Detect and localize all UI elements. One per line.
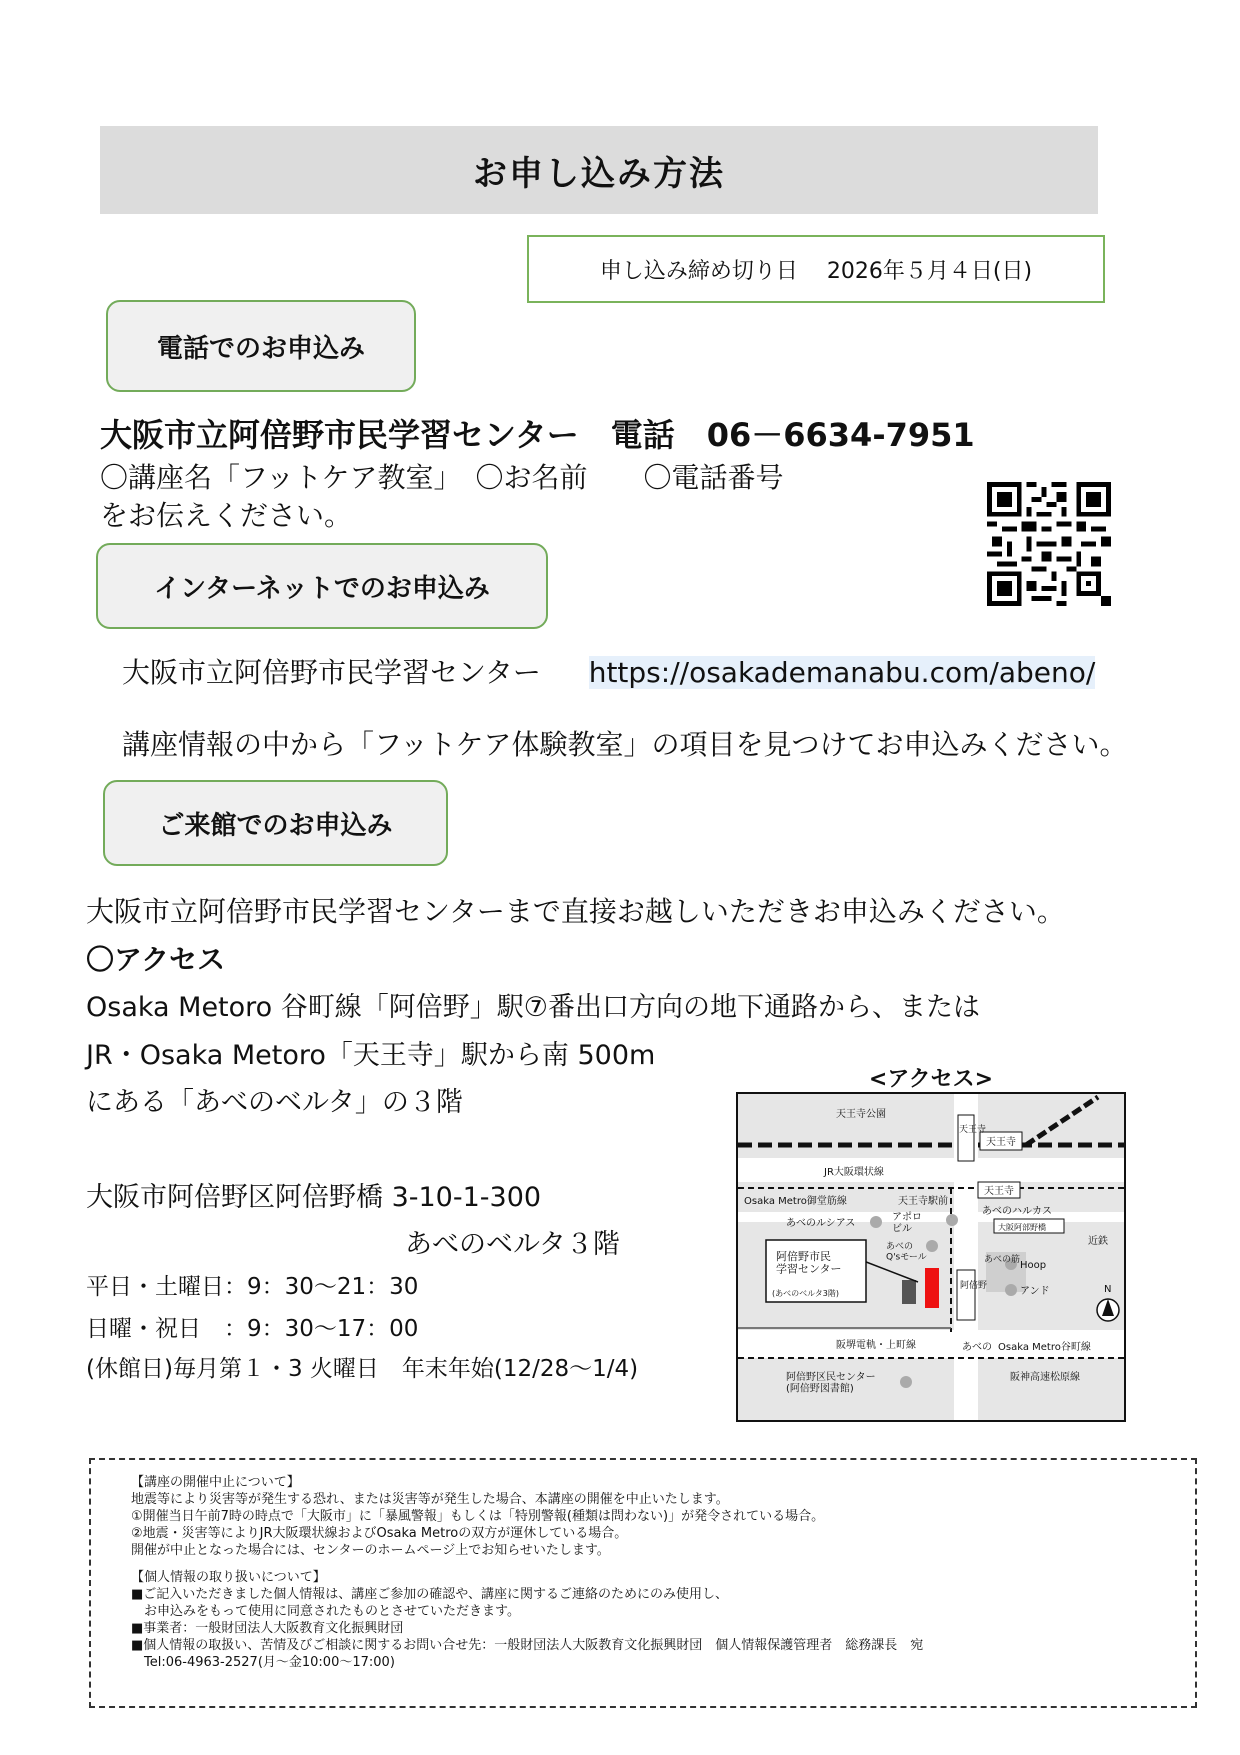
access-line-1: Osaka Metoro 谷町線「阿倍野」駅⑦番出口方向の地下通路から、または (86, 992, 980, 1023)
address-line-2: あべのベルタ３階 (405, 1229, 620, 1260)
map-label-lucias: あべのルシアス (786, 1218, 856, 1229)
map-label-harukas: あべのハルカス (982, 1206, 1052, 1217)
hours-weekday: 平日・土曜日：9：30～21：30 (86, 1274, 419, 1300)
access-line-2: JR・Osaka Metoro「天王寺」駅から南 500m (86, 1040, 656, 1071)
map-label-apollo: アポロビル (892, 1212, 922, 1235)
cancel-line: ②地震・災害等によりJR大阪環状線およびOsaka Metroの双方が運休している場合。 (131, 1526, 628, 1541)
phone-instruction: をお伝えください。 (100, 499, 353, 532)
cancel-line: 地震等により災害等が発生する恐れ、または災害等が発生した場合、本講座の開催を中止いたします。 (131, 1492, 729, 1507)
hours-holiday: 日曜・祝日 ：9：30～17：00 (86, 1316, 419, 1342)
map-label-library: 阿倍野区民センター(阿倍野図書館) (786, 1372, 876, 1395)
map-title: <アクセス> (868, 1067, 994, 1092)
internet-instruction: 講座情報の中から「フットケア体験教室」の項目を見つけてお申込みください。 (122, 728, 1128, 761)
privacy-line: ■ご記入いただきました個人情報は、講座ご参加の確認や、講座に関するご連絡のためにのみ使用し、 (131, 1587, 729, 1602)
map-label-abeno-bashi: 大阪阿部野橋 (998, 1223, 1046, 1232)
notice-box (89, 1458, 1197, 1708)
address-line-1: 大阪市阿倍野区阿倍野橋 3-10-1-300 (86, 1182, 542, 1213)
map-label-tennoji-vertical: 天王寺 (959, 1125, 987, 1135)
map-label-hankai: 阪堺電軌・上町線 (836, 1340, 916, 1351)
phone-required-items: 〇講座名「フットケア教室」 〇お名前 〇電話番号 (100, 461, 784, 494)
visit-instruction: 大阪市立阿倍野市民学習センターまで直接お越しいただきお申込みください。 (86, 895, 1065, 928)
access-line-3: にある「あべのベルタ」の３階 (86, 1087, 463, 1118)
application-url-link[interactable]: https://osakademanabu.com/abeno/ (588, 656, 1096, 689)
map-label-qs-mall: あべの Q'sモール (886, 1242, 927, 1263)
privacy-line: お申込みをもって使用に同意されたものとさせていただきます。 (131, 1604, 520, 1619)
center-phone-line: 大阪市立阿倍野市民学習センター 電話 06－6634-7951 (100, 416, 975, 454)
page-title: お申し込み方法 (100, 126, 1098, 214)
map-label-park: 天王寺公園 (836, 1109, 886, 1120)
map-label-midosuji: Osaka Metro御堂筋線 (744, 1196, 847, 1207)
map-label-tanimachi: Osaka Metro谷町線 (998, 1342, 1091, 1353)
map-label-north: N (1104, 1284, 1112, 1295)
privacy-heading: 【個人情報の取り扱いについて】 (131, 1570, 326, 1585)
deadline-box: 申し込み締め切り日 2026年５月４日(日) (527, 235, 1105, 303)
map-label-center-sub: (あべのベルタ3階) (772, 1289, 840, 1298)
map-label-center: 阿倍野市民学習センター (776, 1250, 842, 1276)
map-label-jr-loop: JR大阪環状線 (824, 1167, 884, 1178)
privacy-line: Tel:06-4963-2527(月～金10:00～17:00) (131, 1655, 395, 1670)
closed-days: (休館日)毎月第１・3 火曜日 年末年始(12/28～1/4) (86, 1356, 639, 1382)
map-label-hoop: Hoop (1020, 1260, 1047, 1271)
visit-section-heading: ご来館でのお申込み (103, 780, 448, 866)
map-label-tennoji-ekimae: 天王寺駅前 (898, 1196, 948, 1207)
qr-code-icon[interactable] (987, 482, 1111, 606)
cancel-line: ①開催当日午前7時の時点で「大阪市」に「暴風警報」もしくは「特別警報(種類は問わない)」が発令されている場合。 (131, 1509, 825, 1524)
access-map (736, 1092, 1126, 1422)
phone-section-heading: 電話でのお申込み (106, 300, 416, 392)
map-label-abeno-vertical: 阿倍野 (960, 1281, 988, 1291)
map-label-kintetsu: 近鉄 (1088, 1236, 1108, 1247)
internet-center-name: 大阪市立阿倍野市民学習センター (122, 656, 541, 689)
map-label-and: アンド (1020, 1286, 1050, 1297)
map-label-abeno-suji: あべの筋 (984, 1255, 1021, 1265)
cancel-line: 開催が中止となった場合には、センターのホームページ上でお知らせいたします。 (131, 1543, 610, 1558)
map-label-abeno: あべの (962, 1342, 992, 1353)
privacy-line: ■事業者：一般財団法人大阪教育文化振興財団 (131, 1621, 404, 1636)
map-label-hanshin: 阪神高速松原線 (1010, 1372, 1080, 1383)
internet-section-heading: インターネットでのお申込み (96, 543, 548, 629)
privacy-line: ■個人情報の取扱い、苦情及びご相談に関するお問い合せ先：一般財団法人大阪教育文化振興財団 個人情報保護管理者 総務課長 宛 (131, 1638, 924, 1653)
map-label-tennoji-2: 天王寺 (984, 1186, 1014, 1197)
map-label-tennoji-1: 天王寺 (986, 1137, 1016, 1148)
cancel-heading: 【講座の開催中止について】 (131, 1475, 300, 1490)
access-heading: 〇アクセス (86, 943, 226, 976)
